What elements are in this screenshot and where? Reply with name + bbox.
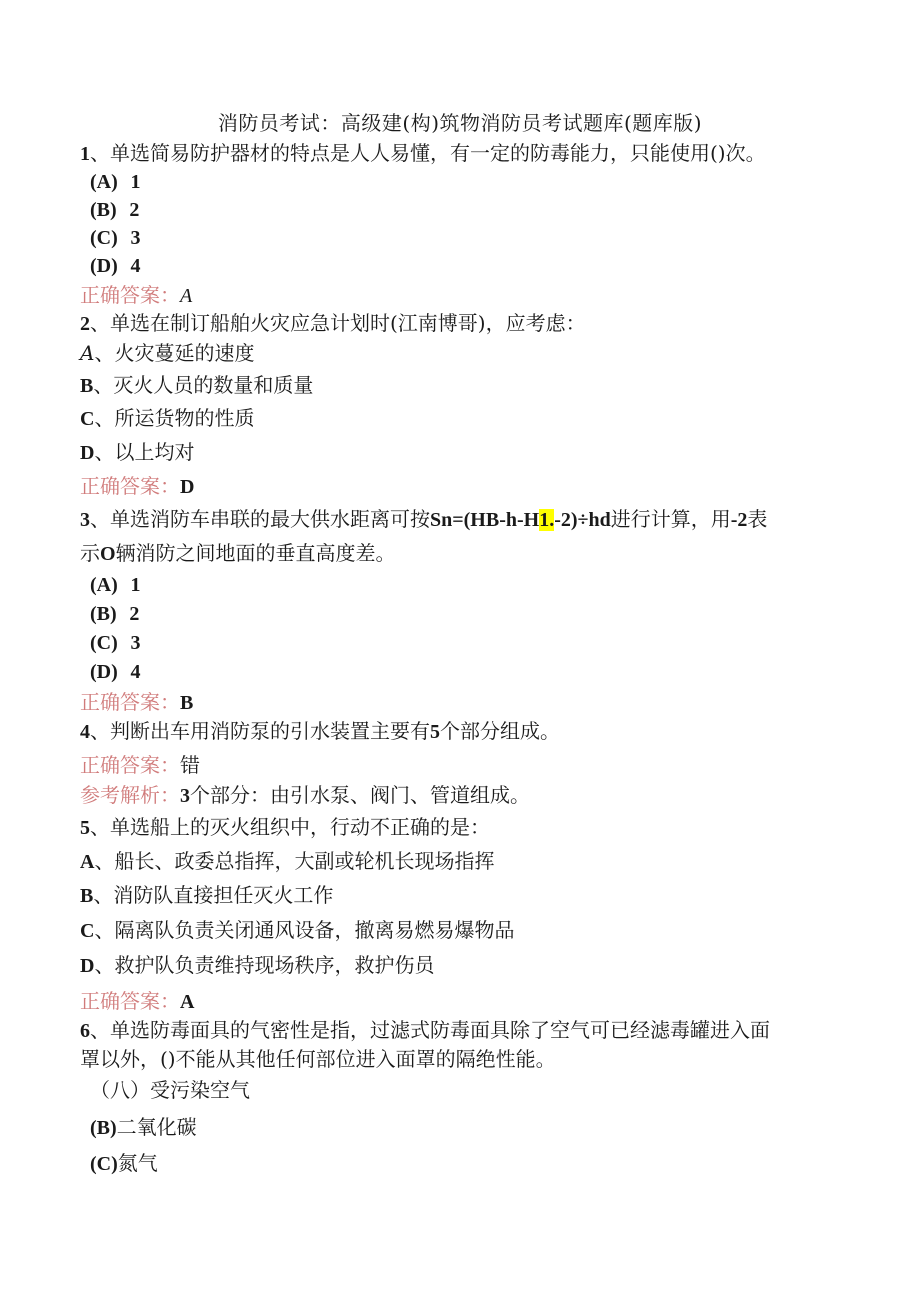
- option-d: (D) 4: [90, 661, 141, 683]
- question-5: 5、单选船上的灭火组织中，行动不正确的是：: [80, 815, 490, 839]
- highlight: 1.: [539, 509, 555, 531]
- option-b: (B) 2: [90, 603, 140, 625]
- option-a: A、船长、政委总指挥，大副或轮机长现场指挥: [80, 849, 495, 873]
- option-d: D、救护队负责维持现场秩序，救护伤员: [80, 953, 435, 977]
- answer-2: 正确答案：D: [80, 474, 195, 498]
- answer-1: 正确答案：A: [80, 283, 193, 307]
- option-a: (A) 1: [90, 171, 141, 193]
- option-b: B、灭火人员的数量和质量: [80, 373, 314, 397]
- option-b: (B)二氧化碳: [90, 1115, 197, 1139]
- analysis-4: 参考解析：3个部分：由引水泵、阀门、管道组成。: [80, 783, 530, 807]
- question-number: 1: [80, 143, 90, 165]
- question-6: 6、单选防毒面具的气密性是指，过滤式防毒面具除了空气可已经滤毒罐进入面: [80, 1018, 770, 1042]
- option-c: (C) 3: [90, 632, 141, 654]
- option-c: (C)氮气: [90, 1151, 158, 1175]
- option-a: A、火灾蔓延的速度: [80, 341, 255, 365]
- option-a: (A) 1: [90, 574, 141, 596]
- option-b: B、消防队直接担任灭火工作: [80, 883, 334, 907]
- page-title: 消防员考试：高级建(构)筑物消防员考试题库(题库版): [217, 111, 703, 135]
- answer-3: 正确答案：B: [80, 690, 194, 714]
- option-d: D、以上均对: [80, 440, 195, 464]
- question-1: [80, 138, 840, 169]
- option-d: (D) 4: [90, 255, 141, 277]
- option-a: （八）受污染空气: [90, 1078, 250, 1102]
- option-b: (B) 2: [90, 199, 140, 221]
- answer-5: 正确答案：A: [80, 989, 195, 1013]
- option-c: (C) 3: [90, 227, 141, 249]
- question-2: 2、单选在制订船舶火灾应急计划时(江南博哥)，应考虑：: [80, 311, 586, 335]
- question-6-cont: 罩以外，()不能从其他任何部位进入面罩的隔绝性能。: [80, 1047, 556, 1071]
- question-4: 4、判断出车用消防泵的引水装置主要有5个部分组成。: [80, 719, 560, 743]
- option-c: C、所运货物的性质: [80, 406, 255, 430]
- question-3-cont: 示O辆消防之间地面的垂直高度差。: [80, 541, 396, 565]
- option-c: C、隔离队负责关闭通风设备，撤离易燃易爆物品: [80, 918, 515, 942]
- question-3: 3、单选消防车串联的最大供水距离可按Sn=(HB-h-H1.-2)÷hd进行计算，用-2表: [80, 507, 768, 531]
- answer-4: 正确答案：错: [80, 753, 200, 777]
- question-text: 、单选简易防护器材的特点是人人易懂，有一定的防毒能力，只能使用()次。: [90, 141, 766, 165]
